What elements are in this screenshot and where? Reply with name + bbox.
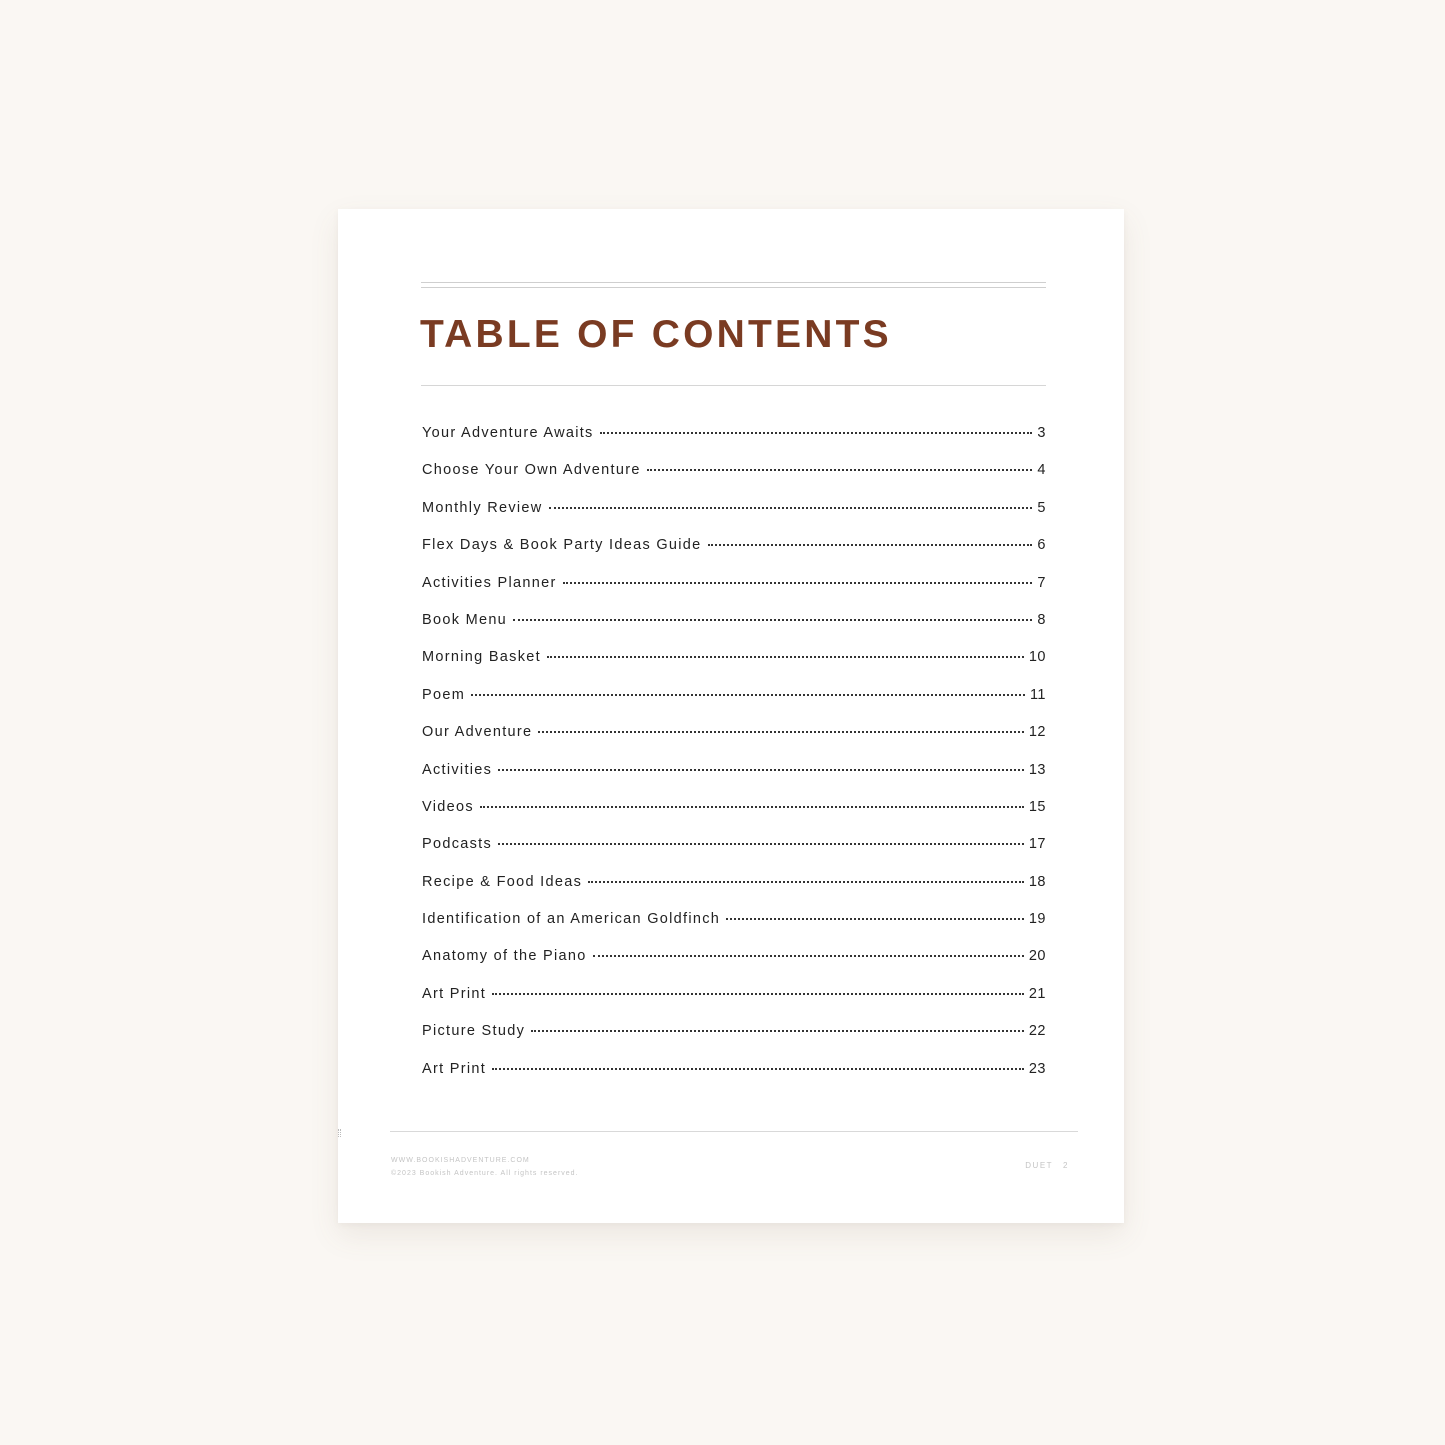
toc-entry-page: 21 xyxy=(1028,985,1046,1002)
toc-entry-page: 4 xyxy=(1037,462,1046,479)
toc-entry-label: Monthly Review xyxy=(422,499,543,516)
dot-leader xyxy=(471,694,1025,696)
toc-entry-page: 5 xyxy=(1037,499,1046,516)
dot-leader xyxy=(492,1068,1024,1070)
footer-copyright: ©2023 Bookish Adventure. All rights reserved. xyxy=(391,1170,579,1177)
toc-entry-label: Choose Your Own Adventure xyxy=(422,462,641,479)
toc-entry[interactable] xyxy=(422,1061,1046,1098)
toc-entry-page: 17 xyxy=(1028,836,1046,853)
footer-series: DUET xyxy=(1025,1161,1054,1170)
toc-entry[interactable] xyxy=(422,425,1046,462)
toc-entry[interactable] xyxy=(422,874,1046,911)
toc-entry-label: Poem xyxy=(422,686,466,703)
dot-leader xyxy=(593,955,1024,957)
toc-entry-label: Activities xyxy=(422,761,493,778)
toc-entry-label: Podcasts xyxy=(422,836,493,853)
dot-leader xyxy=(547,656,1024,658)
toc-entry[interactable] xyxy=(422,500,1046,537)
dot-leader xyxy=(600,432,1033,434)
dot-leader xyxy=(513,619,1032,621)
dot-leader xyxy=(531,1030,1024,1032)
toc-entry-page: 20 xyxy=(1028,948,1046,965)
toc-entry-page: 6 xyxy=(1037,537,1046,554)
toc-entry-page: 15 xyxy=(1028,798,1046,815)
footer-divider xyxy=(390,1131,1078,1132)
crop-mark xyxy=(338,1129,341,1137)
toc-entry-label: Anatomy of the Piano xyxy=(422,948,587,965)
toc-entry[interactable] xyxy=(422,948,1046,985)
toc-entry[interactable] xyxy=(422,986,1046,1023)
toc-entry[interactable] xyxy=(422,1023,1046,1060)
toc-entry-label: Picture Study xyxy=(422,1023,526,1040)
toc-entry[interactable] xyxy=(422,911,1046,948)
toc-entry[interactable] xyxy=(422,612,1046,649)
toc-entry-page: 22 xyxy=(1028,1023,1046,1040)
toc-entry[interactable] xyxy=(422,537,1046,574)
footer-page-number: 2 xyxy=(1063,1161,1069,1170)
toc-entry-page: 7 xyxy=(1037,574,1046,591)
toc-entry-label: Morning Basket xyxy=(422,649,541,666)
dot-leader xyxy=(492,993,1024,995)
toc-entry-page: 19 xyxy=(1028,911,1046,928)
toc-entry-label: Our Adventure xyxy=(422,724,533,741)
toc-entry[interactable] xyxy=(422,687,1046,724)
page-title: TABLE OF CONTENTS xyxy=(420,313,892,356)
dot-leader xyxy=(647,469,1033,471)
toc-entry-label: Book Menu xyxy=(422,611,508,628)
toc-entry-label: Recipe & Food Ideas xyxy=(422,873,583,890)
toc-entry-label: Identification of an American Goldfinch xyxy=(422,911,721,928)
dot-leader xyxy=(549,507,1033,509)
dot-leader xyxy=(538,731,1023,733)
dot-leader xyxy=(498,843,1024,845)
toc-entry-page: 3 xyxy=(1037,425,1046,441)
toc-entry[interactable] xyxy=(422,649,1046,686)
toc-list xyxy=(422,425,1046,1098)
dot-leader xyxy=(726,918,1024,920)
footer-left xyxy=(391,1154,579,1180)
document-page xyxy=(338,209,1124,1223)
toc-entry[interactable] xyxy=(422,762,1046,799)
toc-entry-page: 13 xyxy=(1028,761,1046,778)
toc-entry-label: Videos xyxy=(422,798,474,815)
toc-entry-page: 11 xyxy=(1029,686,1046,703)
toc-entry-label: Flex Days & Book Party Ideas Guide xyxy=(422,537,702,554)
toc-entry-page: 18 xyxy=(1028,873,1046,890)
toc-entry[interactable] xyxy=(422,462,1046,499)
toc-entry-label: Activities Planner xyxy=(422,574,557,591)
toc-entry-label: Art Print xyxy=(422,1060,487,1077)
toc-entry[interactable] xyxy=(422,836,1046,873)
top-double-rule xyxy=(421,282,1046,288)
toc-entry-page: 8 xyxy=(1037,611,1046,628)
footer-website[interactable]: WWW.BOOKISHADVENTURE.COM xyxy=(391,1157,530,1164)
title-divider xyxy=(421,385,1046,386)
toc-entry[interactable] xyxy=(422,799,1046,836)
dot-leader xyxy=(588,881,1024,883)
toc-entry-label: Your Adventure Awaits xyxy=(422,425,594,441)
toc-entry[interactable] xyxy=(422,724,1046,761)
dot-leader xyxy=(563,582,1033,584)
toc-entry-label: Art Print xyxy=(422,985,487,1002)
footer-right xyxy=(1025,1161,1069,1170)
dot-leader xyxy=(480,806,1024,808)
dot-leader xyxy=(498,769,1024,771)
toc-entry[interactable] xyxy=(422,575,1046,612)
dot-leader xyxy=(708,544,1033,546)
toc-entry-page: 23 xyxy=(1028,1060,1046,1077)
toc-entry-page: 12 xyxy=(1028,724,1046,741)
toc-entry-page: 10 xyxy=(1028,649,1046,666)
